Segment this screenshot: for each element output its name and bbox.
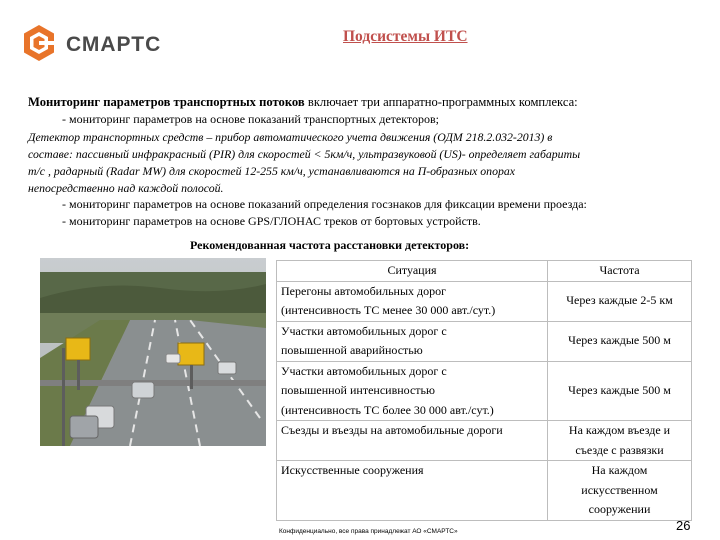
table-title: Рекомендованная частота расстановки детекторов: bbox=[190, 238, 470, 252]
logo-icon bbox=[22, 23, 56, 63]
situation-cell: Участки автомобильных дорог с повышенной интенсивностью (интенсивность ТС более 30 000 авт./сут.) bbox=[277, 361, 548, 421]
confidentiality-footer: Конфиденциально, все права принадлежат АО «СМАРТС» bbox=[279, 528, 458, 535]
intro-bold: Мониторинг параметров транспортных потоков bbox=[28, 95, 305, 109]
frequency-cell: На каждом въезде и съезде с развязки bbox=[548, 421, 692, 461]
body-line: - мониторинг параметров на основе GPS/ГЛОНАС треков от бортовых устройств. bbox=[62, 214, 481, 228]
body-line: Детектор транспортных средств – прибор автоматического учета движения (ОДМ 218.2.032-2013) в bbox=[28, 130, 553, 144]
table-row bbox=[277, 281, 692, 321]
intro-paragraph bbox=[28, 95, 578, 110]
header-frequency: Частота bbox=[548, 261, 692, 282]
page-number: 26 bbox=[676, 518, 691, 533]
situation-cell: Съезды и въезды на автомобильные дороги bbox=[277, 421, 548, 461]
situation-cell: Участки автомобильных дорог с повышенной аварийностью bbox=[277, 321, 548, 361]
table-row bbox=[277, 321, 692, 361]
frequency-cell: Через каждые 500 м bbox=[548, 321, 692, 361]
frequency-cell: На каждом искусственном сооружении bbox=[548, 461, 692, 521]
header-situation: Ситуация bbox=[277, 261, 548, 282]
body-line: непосредственно над каждой полосой. bbox=[28, 181, 224, 195]
page-title: Подсистемы ИТС bbox=[343, 28, 468, 45]
table-row bbox=[277, 461, 692, 521]
situation-cell: Перегоны автомобильных дорог (интенсивность ТС менее 30 000 авт./сут.) bbox=[277, 281, 548, 321]
company-logo bbox=[22, 23, 182, 69]
intro-rest: включает три аппаратно-программных комплекса: bbox=[304, 95, 578, 109]
body-line: - мониторинг параметров на основе показаний транспортных детекторов; bbox=[62, 112, 439, 126]
highway-detector-photo bbox=[40, 258, 266, 446]
detector-frequency-table bbox=[276, 260, 692, 521]
situation-cell: Искусственные сооружения bbox=[277, 461, 548, 521]
body-line: составе: пассивный инфракрасный (PIR) для скоростей < 5км/ч, ультразвуковой (US)- определяет габариты bbox=[28, 147, 581, 161]
table-row bbox=[277, 361, 692, 421]
frequency-cell: Через каждые 500 м bbox=[548, 361, 692, 421]
logo-text: СМАРТС bbox=[66, 33, 162, 56]
frequency-cell: Через каждые 2-5 км bbox=[548, 281, 692, 321]
table-header-row bbox=[277, 261, 692, 282]
table-row bbox=[277, 421, 692, 461]
body-line: т/с , радарный (Radar MW) для скоростей 12-255 км/ч, устанавливаются на П-образных опорах bbox=[28, 164, 516, 178]
body-line: - мониторинг параметров на основе показаний определения госзнаков для фиксации времени проезда: bbox=[62, 197, 587, 211]
